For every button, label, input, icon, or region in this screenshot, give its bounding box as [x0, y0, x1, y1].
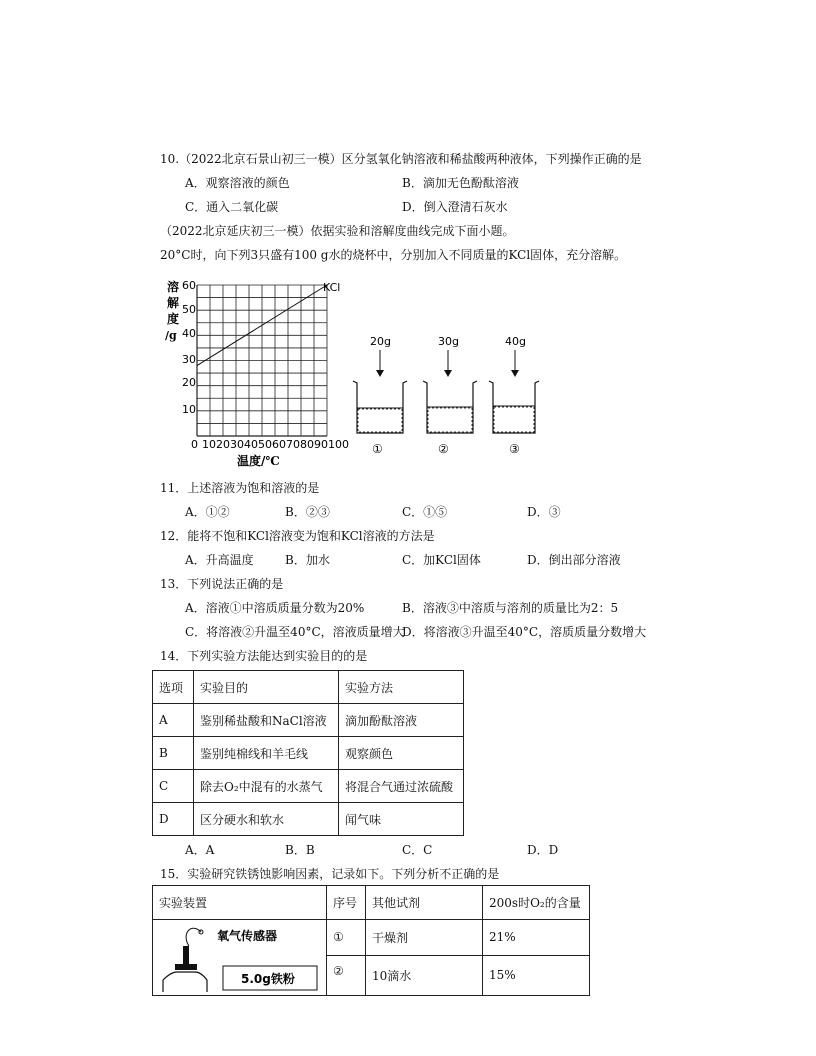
q13-option-a: A．溶液①中溶质质量分数为20%: [185, 601, 365, 615]
q11-option-c: C．①⑤: [402, 505, 448, 519]
x-ticks: 102030405060708090100: [202, 438, 349, 451]
x-origin: 0: [191, 438, 198, 451]
intro-line1: （2022北京延庆初三一模）依据实验和溶解度曲线完成下面小题。: [160, 224, 515, 238]
q12-option-c: C．加KCl固体: [402, 553, 481, 567]
beaker-1-label: ①: [372, 442, 383, 456]
q10-option-b: B．滴加无色酚酞溶液: [402, 176, 519, 190]
ylabel-char-3: 度: [167, 312, 180, 326]
sensor-label: 氧气传感器: [217, 929, 278, 943]
table-cell: 将混合气通过浓硫酸: [339, 770, 464, 803]
table-cell: C: [153, 770, 194, 803]
q14-option-b: B．B: [285, 843, 315, 857]
table-cell: ①: [327, 920, 366, 956]
table-cell: 鉴别稀盐酸和NaCl溶液: [194, 704, 339, 737]
beaker-1: [353, 335, 407, 456]
beaker-1-mass: 20g: [370, 335, 391, 348]
q13-stem: 13．下列说法正确的是: [160, 577, 284, 591]
q13-option-c: C．将溶液②升温至40°C，溶液质量增大: [185, 625, 405, 639]
oxygen-sensor-apparatus: [153, 920, 325, 992]
q11-option-d: D．③: [527, 505, 561, 519]
header-cell: 选项: [153, 671, 194, 704]
q11-option-b: B．②③: [285, 505, 330, 519]
table-cell: 10滴水: [366, 955, 483, 995]
q14-option-a: A．A: [185, 843, 215, 857]
chart-grid: [197, 285, 327, 436]
q11-option-a: A．①②: [185, 505, 230, 519]
q10-stem: 10.（2022北京石景山初三一模）区分氢氧化钠溶液和稀盐酸两种液体，下列操作正确的是: [160, 152, 642, 166]
q12-option-d: D．倒出部分溶液: [527, 553, 621, 567]
q13-option-b: B．溶液③中溶质与溶剂的质量比为2：5: [402, 601, 619, 615]
intro-line2: 20°C时，向下列3只盛有100 g水的烧杯中，分别加入不同质量的KCl固体，充分溶解。: [160, 248, 627, 262]
table-cell: 区分硬水和软水: [194, 803, 339, 836]
table-row: [153, 920, 590, 956]
apparatus-cell: [153, 920, 327, 996]
kcl-curve-label: KCl: [323, 281, 341, 294]
beaker-2: [423, 335, 477, 456]
table-cell: ②: [327, 955, 366, 995]
table-cell: 21%: [483, 920, 590, 956]
q14-table: [152, 670, 464, 836]
table-cell: B: [153, 737, 194, 770]
header-cell: 实验目的: [194, 671, 339, 704]
q14-stem: 14．下列实验方法能达到实验目的的是: [160, 649, 368, 663]
q11-stem: 11．上述溶液为饱和溶液的是: [160, 481, 320, 495]
ylabel-unit: /g: [165, 329, 177, 342]
q14-option-c: C．C: [402, 843, 433, 857]
q12-option-b: B．加水: [285, 553, 330, 567]
q12-stem: 12．能将不饱和KCl溶液变为饱和KCl溶液的方法是: [160, 529, 435, 543]
y-tick-60: 60: [182, 279, 196, 292]
q13-option-d: D．将溶液③升温至40°C，溶质质量分数增大: [402, 625, 647, 639]
table-cell: 鉴别纯棉线和羊毛线: [194, 737, 339, 770]
y-tick-20: 20: [182, 376, 196, 389]
table-cell: 干燥剂: [366, 920, 483, 956]
beaker-2-mass: 30g: [438, 335, 459, 348]
q10-option-c: C．通入二氧化碳: [185, 200, 279, 214]
ylabel-char-2: 解: [167, 296, 180, 310]
header-cell: 实验装置: [153, 886, 327, 920]
y-tick-50: 50: [182, 303, 196, 316]
x-axis-label: 温度/℃: [237, 454, 280, 468]
table-row: [153, 737, 464, 770]
iron-label: 5.0g铁粉: [241, 972, 295, 986]
beaker-2-label: ②: [438, 442, 449, 456]
q10-option-a: A．观察溶液的颜色: [185, 176, 290, 190]
q15-table: [152, 885, 590, 996]
q10-option-d: D．倒入澄清石灰水: [402, 200, 508, 214]
table-row: [153, 704, 464, 737]
table-cell: 滴加酚酞溶液: [339, 704, 464, 737]
header-cell: 其他试剂: [366, 886, 483, 920]
table-row: [153, 770, 464, 803]
table-cell: A: [153, 704, 194, 737]
q15-stem: 15．实验研究铁锈蚀影响因素，记录如下。下列分析不正确的是: [160, 867, 500, 881]
table-header-row: [153, 671, 464, 704]
table-cell: 除去O₂中混有的水蒸气: [194, 770, 339, 803]
table-cell: 闻气味: [339, 803, 464, 836]
beaker-3-mass: 40g: [505, 335, 526, 348]
solubility-figure: [155, 275, 555, 475]
y-tick-40: 40: [182, 327, 196, 340]
header-cell: 200s时O₂的含量: [483, 886, 590, 920]
table-row: [153, 803, 464, 836]
table-cell: 观察颜色: [339, 737, 464, 770]
ylabel-char-1: 溶: [167, 280, 180, 294]
q12-option-a: A．升高温度: [185, 553, 254, 567]
beaker-3: [489, 335, 539, 456]
y-tick-10: 10: [182, 403, 196, 416]
beaker-3-label: ③: [509, 442, 520, 456]
y-tick-30: 30: [182, 353, 196, 366]
q14-option-d: D．D: [527, 843, 559, 857]
header-cell: 实验方法: [339, 671, 464, 704]
table-cell: 15%: [483, 955, 590, 995]
table-cell: D: [153, 803, 194, 836]
table-header-row: [153, 886, 590, 920]
header-cell: 序号: [327, 886, 366, 920]
